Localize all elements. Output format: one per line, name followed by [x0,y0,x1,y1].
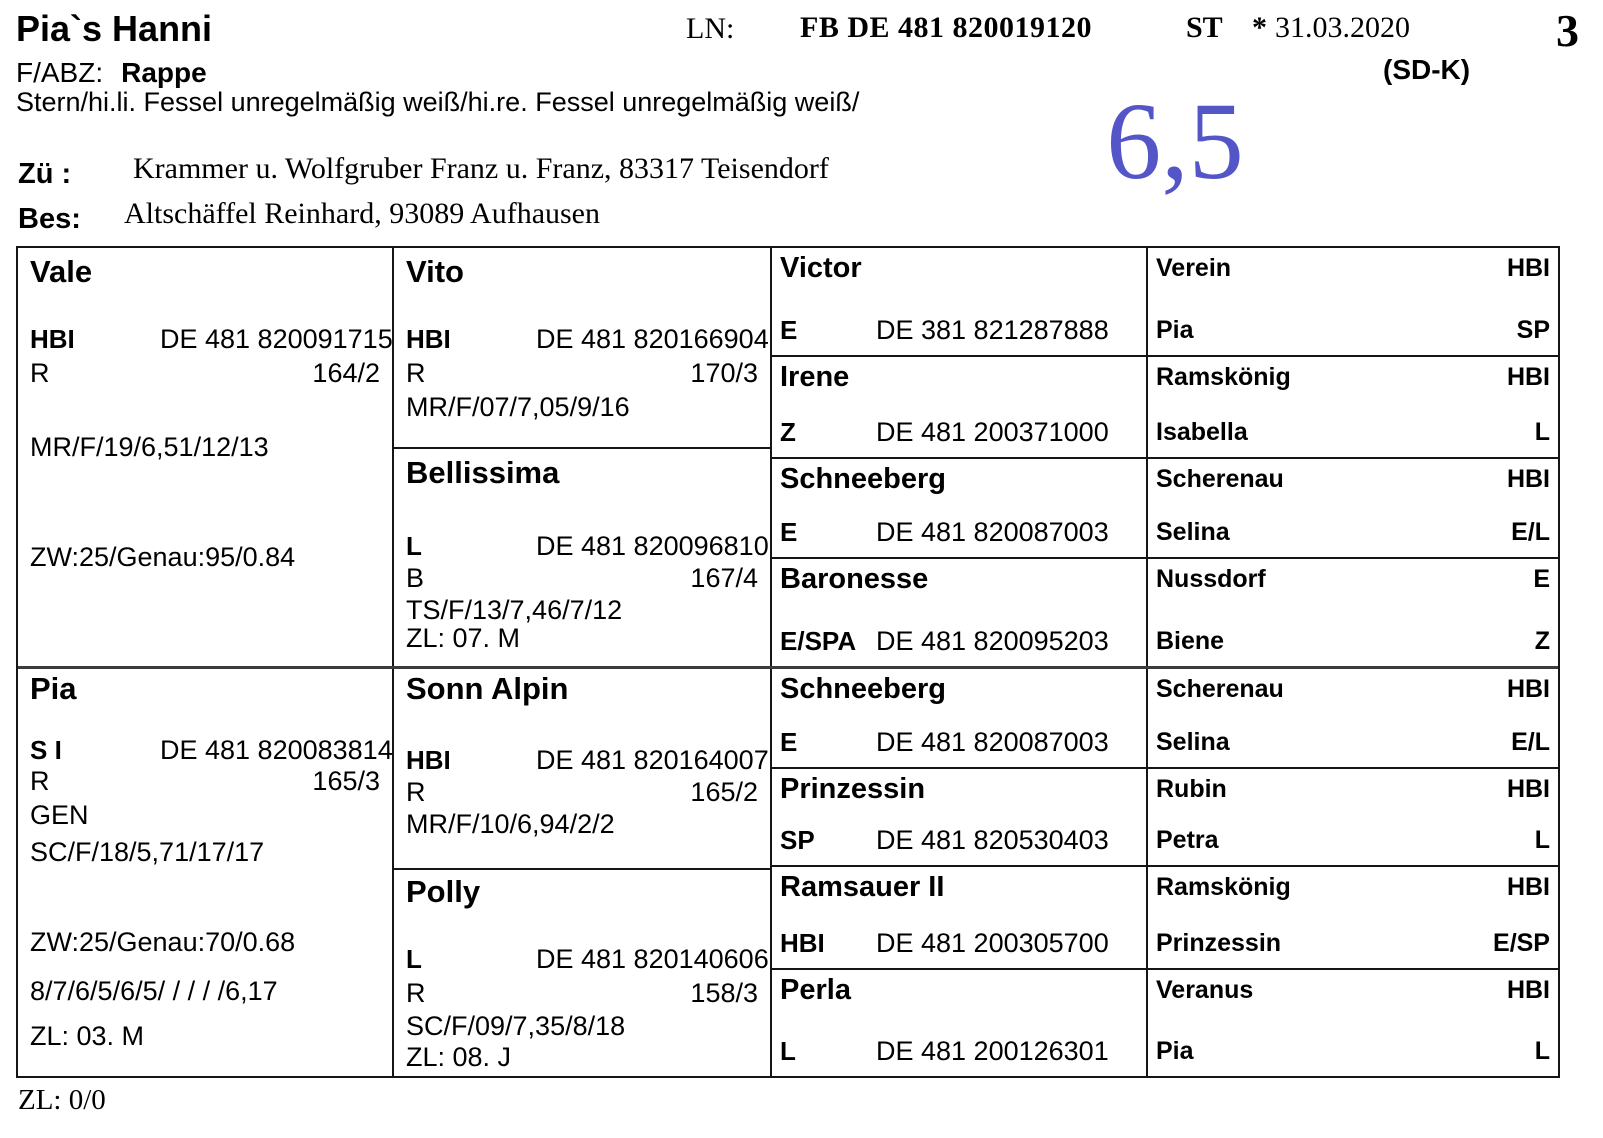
gen4-sire-row [1156,565,1550,594]
measurement-value: 165/2 [690,777,758,807]
studbook-id-row [394,745,770,779]
life-number: DE 481 820087003 [876,727,1109,757]
gen3-cell-5 [772,769,1146,865]
ln-label: LN: [686,12,735,45]
studbook-class: E [780,315,798,345]
score-value: 6,5 [1106,80,1244,202]
life-number: DE 481 820096810 [536,531,769,561]
zl-line: ZL: 03. M [30,1021,145,1051]
performance-line: SC/F/09/7,35/8/18 [406,1011,626,1041]
breeder-label: Zü : [18,158,72,190]
measurement-value: 167/4 [690,563,758,593]
measurement-label: R [406,358,426,388]
pedigree-table [16,246,1560,1078]
gen4-dam-row [1156,728,1550,757]
studbook-class: L [406,531,422,561]
owner-label: Bes: [18,203,81,235]
horse-name: Ramskönig [1156,363,1291,391]
gen3-cell-1 [772,357,1146,457]
gen4-dam-row [1156,316,1550,345]
measurement-label: R [406,978,426,1008]
owner-value: Altschäffel Reinhard, 93089 Aufhausen [124,197,601,230]
gen2-cell-1 [394,449,770,666]
gen1-sire-cell [18,248,392,666]
studbook-id-row [18,735,392,769]
horse-name: Selina [1156,518,1230,546]
studbook-class: HBI [780,928,825,958]
studbook-class: HBI [406,324,451,354]
studbook-class: L [1534,826,1550,854]
life-number: DE 481 820087003 [876,517,1109,547]
studbook-id-row [772,626,1146,660]
gen4-dam-row [1156,418,1550,447]
performance-line: MR/F/07/7,05/9/16 [406,392,630,422]
horse-name: Prinzessin [780,773,926,805]
studbook-id-row [772,825,1146,859]
horse-name: Polly [406,874,481,909]
gen2-cell-0 [394,248,770,447]
life-number: DE 481 820083814 [160,735,393,765]
gen4-sire-row [1156,254,1550,283]
horse-name: Scherenau [1156,675,1284,703]
studbook-id-row [772,417,1146,451]
life-number: DE 381 821287888 [876,315,1109,345]
gen3-cell-7 [772,970,1146,1076]
life-number: DE 481 820091715 [160,324,393,354]
horse-name: Vito [406,254,464,289]
studbook-class: E/SP [1493,929,1550,957]
studbook-class: HBI [1506,873,1550,901]
horse-name: Pia [1156,316,1194,344]
fabz-label: F/ABZ: [16,57,104,88]
studbook-class: E/SPA [780,626,857,656]
studbook-id-row [18,324,392,358]
measurement-label: R [406,777,426,807]
horse-name: Biene [1156,627,1225,655]
birth-star: * [1252,11,1267,44]
performance-line: SC/F/18/5,71/17/17 [30,837,265,867]
horse-name: Irene [780,361,850,393]
gen4-dam-row [1156,826,1550,855]
studbook-id-row [394,531,770,565]
gen4-sire-row [1156,873,1550,902]
studbook-class: HBI [1506,675,1550,703]
gen4-cell-7 [1148,970,1558,1076]
life-number: DE 481 200126301 [876,1036,1109,1066]
horse-name: Prinzessin [1156,929,1282,957]
gen4-dam-row [1156,518,1550,547]
gen4-dam-row [1156,1037,1550,1066]
studbook-id-row [772,517,1146,551]
studbook-class: HBI [1506,465,1550,493]
birth-date [1252,11,1410,45]
measurement-row [394,777,770,811]
studbook-id-row [772,1036,1146,1070]
breeder-value: Krammer u. Wolfgruber Franz u. Franz, 83317 Teisendorf [133,152,829,185]
studbook-id-row [772,315,1146,349]
performance-line: MR/F/19/6,51/12/13 [30,432,269,462]
gen4-cell-5 [1148,769,1558,865]
gen4-cell-0 [1148,248,1558,355]
studbook-id-row [394,944,770,978]
horse-name: Baronesse [780,563,929,595]
gen4-dam-row [1156,929,1550,958]
horse-name: Pia [30,671,77,706]
performance-line: MR/F/10/6,94/2/2 [406,809,615,839]
gen1-dam-cell [18,669,392,1076]
life-number: DE 481 820166904 [536,324,769,354]
ln-value: FB DE 481 820019120 [800,11,1093,44]
life-number: DE 481 820095203 [876,626,1109,656]
horse-name: Veranus [1156,976,1254,1004]
life-number: DE 481 200371000 [876,417,1109,447]
gen4-cell-1 [1148,357,1558,457]
birth-date-value: 31.03.2020 [1275,11,1410,44]
gen3-cell-6 [772,867,1146,968]
life-number: DE 481 820140606 [536,944,769,974]
zl-line: ZL: 08. J [406,1042,512,1072]
studbook-class: HBI [1506,254,1550,282]
horse-name: Rubin [1156,775,1227,803]
measurement-label: R [30,358,50,388]
gen4-sire-row [1156,363,1550,392]
gen-flag: GEN [30,800,89,830]
gen4-dam-row [1156,627,1550,656]
measurement-value: 164/2 [312,358,380,388]
life-number: DE 481 200305700 [876,928,1109,958]
region-code: (SD-K) [1383,54,1471,85]
st-label: ST [1186,11,1223,44]
studbook-class: L [1534,1037,1550,1065]
studbook-class: E [780,517,798,547]
studbook-class: S I [30,735,62,765]
horse-name: Nussdorf [1156,565,1266,593]
horse-name: Ramsauer II [780,871,945,903]
studbook-class: HBI [1506,363,1550,391]
studbook-id-row [394,324,770,358]
gen4-cell-4 [1148,669,1558,767]
life-number: DE 481 820164007 [536,745,769,775]
measurement-row [394,978,770,1012]
gen4-sire-row [1156,675,1550,704]
measurement-row [18,766,392,800]
gen4-sire-row [1156,465,1550,494]
gen3-cell-0 [772,248,1146,355]
gen2-cell-2 [394,669,770,868]
gen2-cell-3 [394,870,770,1076]
horse-name: Verein [1156,254,1232,282]
studbook-class: Z [1534,627,1550,655]
gen4-cell-3 [1148,559,1558,666]
studbook-class: L [1534,418,1550,446]
breeding-value-line: ZW:25/Genau:70/0.68 [30,927,296,957]
studbook-class: HBI [406,745,451,775]
measurement-row [18,358,392,392]
studbook-class: SP [780,825,815,855]
color-markings-row [16,57,207,89]
gen4-sire-row [1156,976,1550,1005]
studbook-class: L [780,1036,796,1066]
measurement-label: B [406,563,425,593]
studbook-class: SP [1516,316,1550,344]
studbook-class: E [1533,565,1550,593]
horse-name: Victor [780,252,862,284]
measurement-value: 170/3 [690,358,758,388]
horse-name: Perla [780,974,851,1006]
markings-description: Stern/hi.li. Fessel unregelmäßig weiß/hi.re. Fessel unregelmäßig weiß/ [16,87,860,117]
horse-name: Ramskönig [1156,873,1291,901]
page-number: 3 [1556,5,1579,56]
studbook-class: HBI [30,324,75,354]
fabz-value: Rappe [121,57,207,88]
measurement-value: 165/3 [312,766,380,796]
measurement-value: 158/3 [690,978,758,1008]
studbook-class: HBI [1506,775,1550,803]
horse-name: Isabella [1156,418,1248,446]
studbook-id-row [772,928,1146,962]
gen3-cell-3 [772,559,1146,666]
horse-name: Schneeberg [780,463,946,495]
horse-name: Vale [30,254,93,289]
gen4-cell-6 [1148,867,1558,968]
scores-line: 8/7/6/5/6/5/ / / / /6,17 [30,976,278,1006]
studbook-id-row [772,727,1146,761]
studbook-class: HBI [1506,976,1550,1004]
horse-name: Schneeberg [780,673,946,705]
measurement-label: R [30,766,50,796]
studbook-class: E/L [1511,518,1550,546]
horse-name: Petra [1156,826,1219,854]
measurement-row [394,563,770,597]
studbook-class: E/L [1511,728,1550,756]
horse-name: Pia`s Hanni [16,8,213,49]
breeding-value-line: ZW:25/Genau:95/0.84 [30,542,296,572]
life-number: DE 481 820530403 [876,825,1109,855]
studbook-class: Z [780,417,796,447]
footer-zl-note: ZL: 0/0 [18,1084,106,1116]
horse-name: Scherenau [1156,465,1284,493]
zl-line: ZL: 07. M [406,623,521,653]
gen4-sire-row [1156,775,1550,804]
horse-name: Bellissima [406,455,560,490]
gen3-cell-2 [772,459,1146,557]
studbook-class: E [780,727,798,757]
horse-name: Sonn Alpin [406,671,569,706]
horse-name: Selina [1156,728,1230,756]
gen4-cell-2 [1148,459,1558,557]
studbook-class: L [406,944,422,974]
measurement-row [394,358,770,392]
performance-line: TS/F/13/7,46/7/12 [406,595,623,625]
gen3-cell-4 [772,669,1146,767]
horse-name: Pia [1156,1037,1194,1065]
